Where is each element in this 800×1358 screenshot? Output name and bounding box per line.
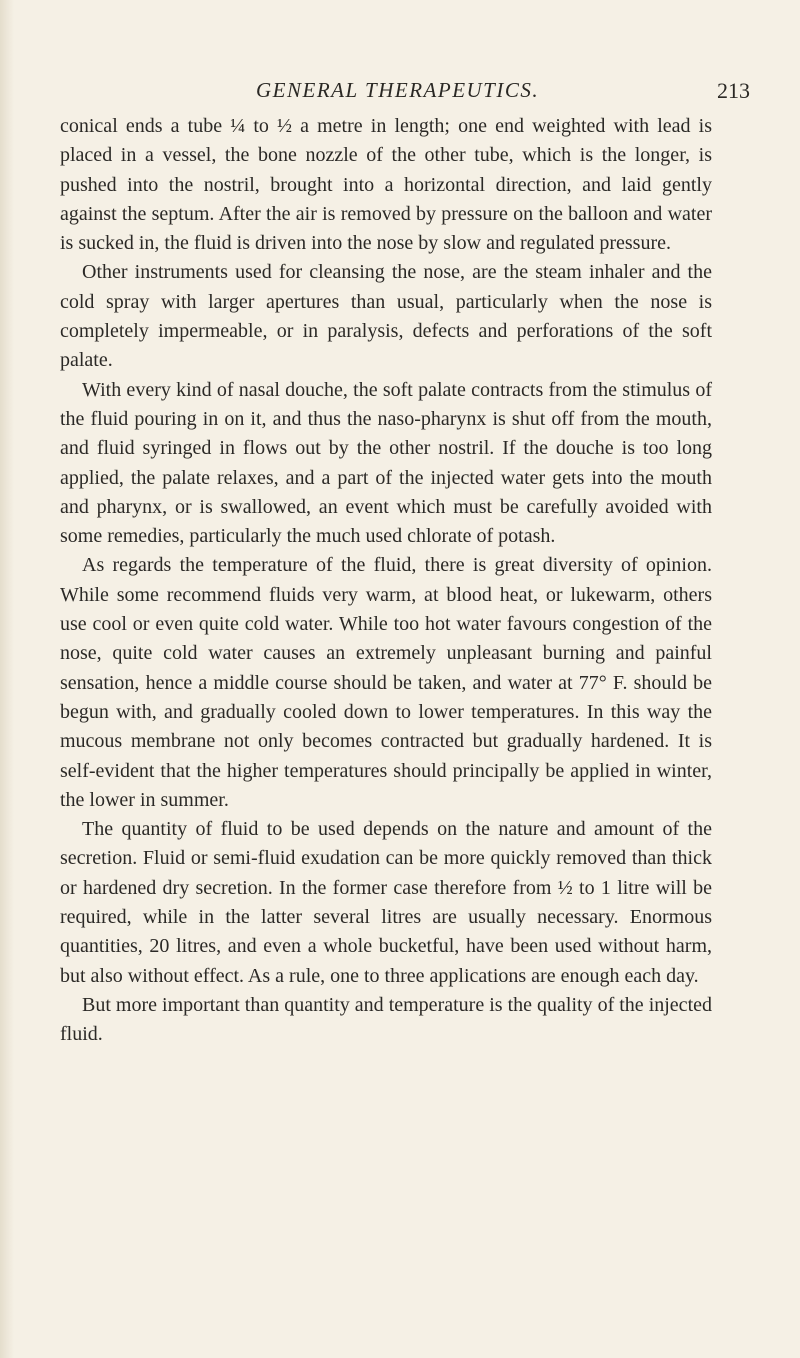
body-text: [60, 112, 712, 1050]
paragraph-quality: But more important than quantity and temperature is the quality of the injected fluid.: [60, 993, 712, 1046]
paragraph-soft-palate: With every kind of nasal douche, the soft palate contracts from the stimulus of the fluid pouring in on it, and thus the naso-pharynx is shut off from the mouth, and fluid syringed in flows out by the other nostril. If the douche is too long applied, the palate relaxes, and a part of the injected water gets into the mouth and pharynx, or is swallowed, an event which must be carefully avoided with some remedies, particularly the much used chlorate of potash.: [60, 378, 712, 548]
paragraph-continuation: conical ends a tube ¼ to ½ a metre in length; one end weighted with lead is placed in a vessel, the bone nozzle of the other tube, which is the longer, is pushed into the nostril, brought into a horizontal direction, and laid gently against the septum. After the air is removed by pressure on the balloon and water is sucked in, the fluid is driven into the nose by slow and regulated pressure.: [60, 115, 712, 255]
page-number: 213: [717, 78, 750, 103]
paragraph-temperature: As regards the temperature of the fluid, there is great diversity of opinion. While some recommend fluids very warm, at blood heat, or lukewarm, others use cool or even quite cold water. While too hot water favours congestion of the nose, quite cold water causes an extremely unpleasant burning and painful sensation, hence a middle course should be taken, and water at 77° F. should be begun with, and gradually cooled down to lower temperatures. In this way the mucous membrane not only becomes contracted but gradually hardened. It is self-evident that the higher temperatures should principally be applied in winter, the lower in summer.: [60, 554, 712, 811]
paragraph-quantity: The quantity of fluid to be used depends on the nature and amount of the secretion. Fluid or semi-fluid exudation can be more quickly removed than thick or hardened dry secretion. In the former case therefore from ½ to 1 litre will be required, while in the latter several litres are usually necessary. Enormous quantities, 20 litres, and even a whole bucketful, have been used without harm, but also without effect. As a rule, one to three applications are enough each day.: [60, 818, 712, 987]
running-head: [60, 78, 750, 108]
running-title: GENERAL THERAPEUTICS.: [256, 78, 540, 102]
page-edge-shadow: [0, 0, 14, 1358]
paragraph-other-instruments: Other instruments used for cleansing the nose, are the steam inhaler and the cold spray with larger apertures than usual, particularly when the nose is completely impermeable, or in paralysis, defects and perforations of the soft palate.: [60, 261, 712, 372]
